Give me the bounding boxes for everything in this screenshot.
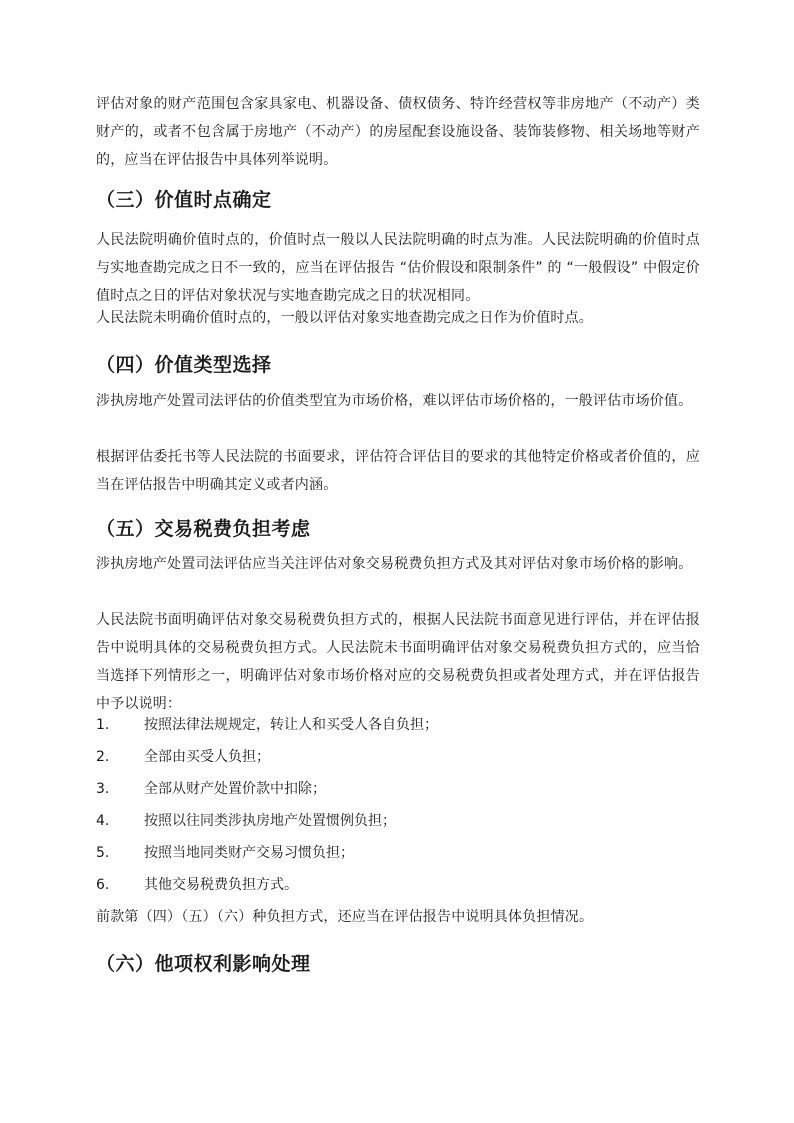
paragraph: 根据评估委托书等人民法院的书面要求，评估符合评估目的要求的其他特定价格或者价值的，应当在评估报告中明确其定义或者内涵。	[96, 449, 700, 493]
list-item	[96, 743, 700, 771]
list-item	[96, 839, 700, 867]
list-item	[96, 775, 700, 803]
paragraph: 人民法院未明确价值时点的，一般以评估对象实地查勘完成之日作为价值时点。	[96, 310, 593, 326]
list-item-text: 其他交易税费负担方式。	[144, 877, 298, 893]
list-item	[96, 807, 700, 835]
section-heading-other-rights: （六）他项权利影响处理	[96, 953, 311, 975]
list-item-number: 5.	[96, 845, 110, 861]
list-item	[96, 711, 700, 739]
paragraph: 涉执房地产处置司法评估的价值类型宜为市场价格，难以评估市场价格的，一般评估市场价值。	[96, 393, 693, 409]
intro-paragraph: 评估对象的财产范围包含家具家电、机器设备、债权债务、特许经营权等非房地产（不动产）类财产的，或者不包含属于房地产（不动产）的房屋配套设施设备、装饰装修物、相关场地等财产的，应当在评估报告中具体列举说明。	[96, 96, 700, 168]
list-item-text: 按照以往同类涉执房地产处置惯例负担；	[144, 813, 396, 829]
section-heading-valuation-date: （三）价值时点确定	[96, 189, 272, 211]
list-item-text: 按照法律法规规定，转让人和买受人各自负担；	[144, 717, 438, 733]
list-item-text: 全部从财产处置价款中扣除；	[144, 781, 326, 797]
list-item-number: 4.	[96, 813, 110, 829]
paragraph: 涉执房地产处置司法评估应当关注评估对象交易税费负担方式及其对评估对象市场价格的影响。	[96, 556, 693, 572]
section-heading-value-type: （四）价值类型选择	[96, 354, 272, 376]
list-item-number: 2.	[96, 749, 110, 765]
paragraph: 人民法院明确价值时点的，价值时点一般以人民法院明确的时点为准。人民法院明确的价值时点与实地查勘完成之日不一致的，应当在评估报告 “估价假设和限制条件” 的 “一般假设” 中假定价值时点之日的评估对象状况与实地查勘完成之日的状况相同。	[96, 232, 700, 304]
list-item-number: 1.	[96, 717, 110, 733]
paragraph: 人民法院书面明确评估对象交易税费负担方式的，根据人民法院书面意见进行评估，并在评估报告中说明具体的交易税费负担方式。人民法院未书面明确评估对象交易税费负担方式的，应当恰当选择下列情形之一，明确评估对象市场价格对应的交易税费负担或者处理方式，并在评估报告中予以说明：	[96, 612, 700, 712]
paragraph: 前款第（四）（五）（六）种负担方式，还应当在评估报告中说明具体负担情况。	[96, 909, 594, 925]
list-item-number: 6.	[96, 877, 110, 893]
section-heading-transaction-tax: （五）交易税费负担考虑	[96, 518, 311, 540]
list-item-number: 3.	[96, 781, 110, 797]
list-item	[96, 871, 700, 899]
list-item-text: 按照当地同类财产交易习惯负担；	[144, 845, 354, 861]
list-item-text: 全部由买受人负担；	[144, 749, 270, 765]
